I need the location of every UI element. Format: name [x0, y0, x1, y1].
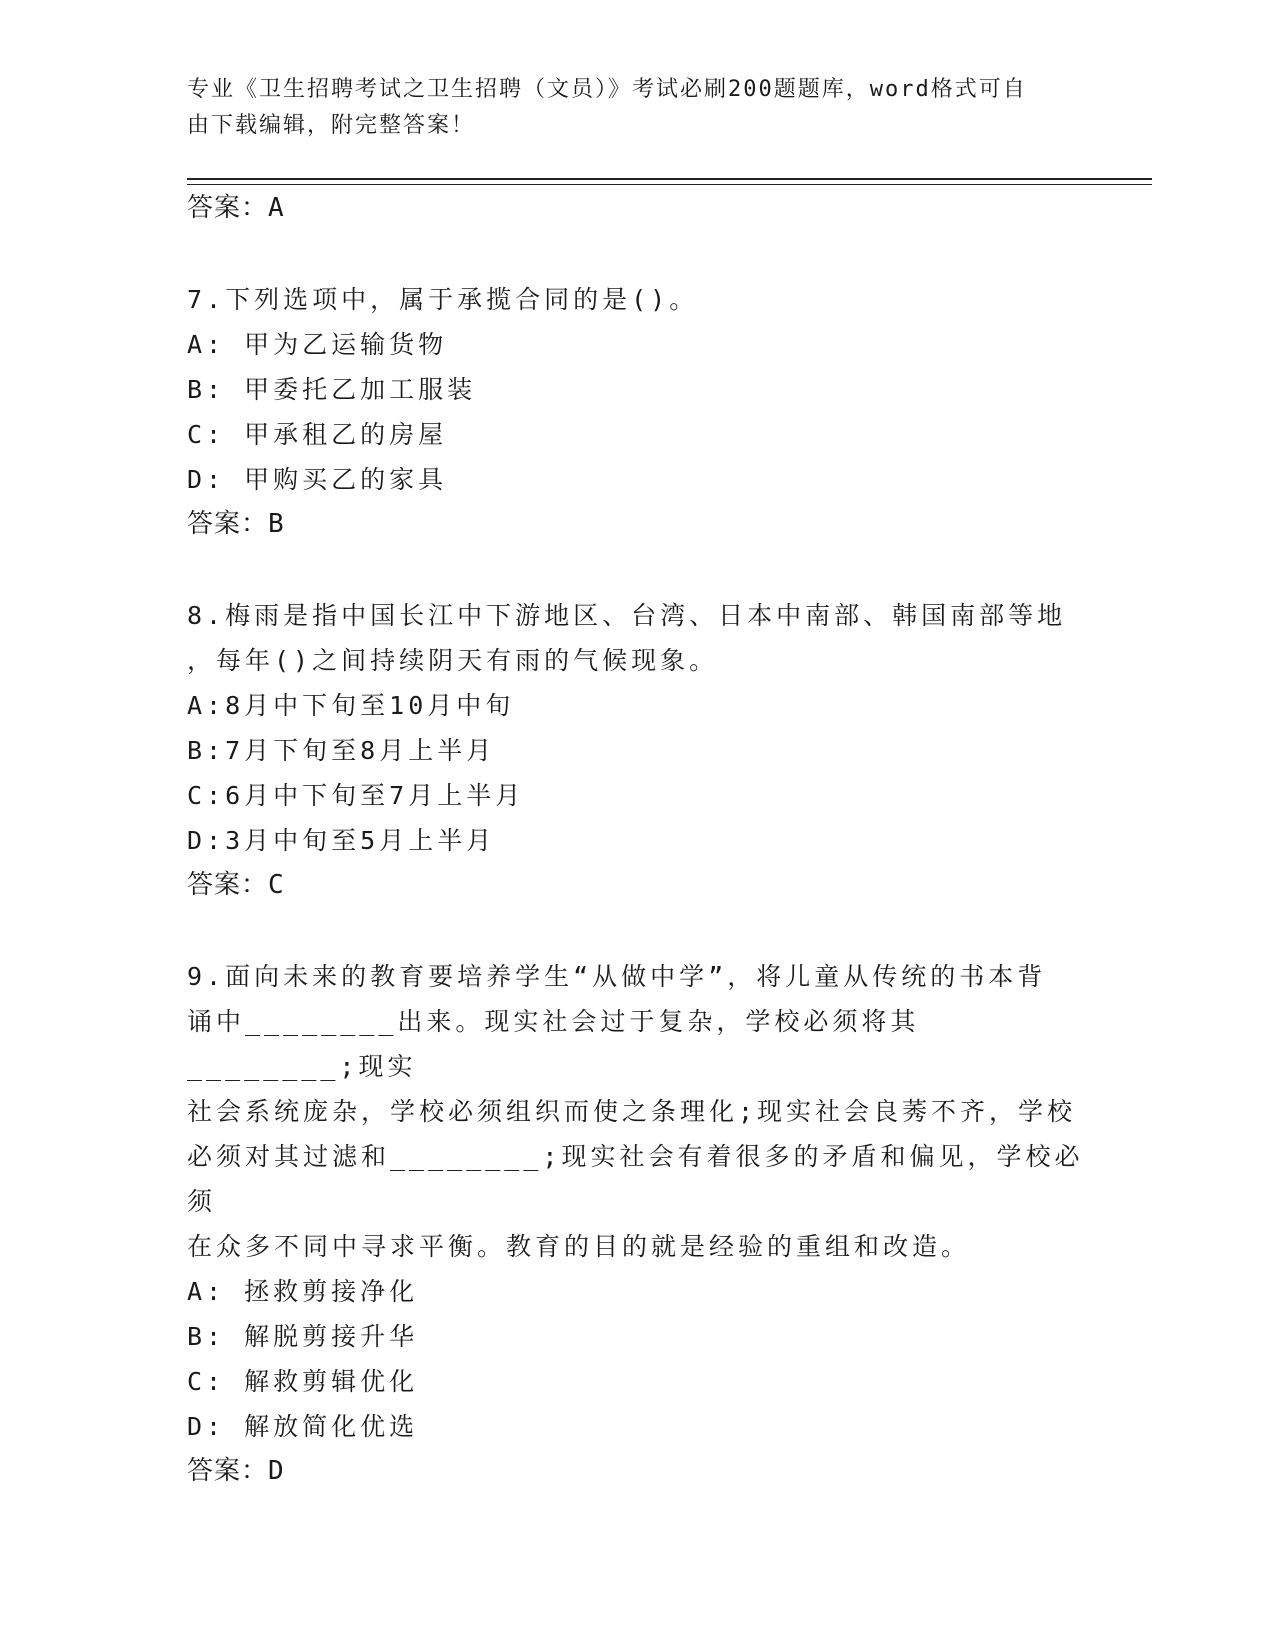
question-9 — [187, 954, 1087, 1494]
option-d — [187, 457, 1087, 502]
header-rule-thick — [187, 178, 1152, 180]
header-rule-thin — [187, 184, 1152, 185]
answer-value: C — [268, 870, 285, 900]
option-letter: B: — [187, 1322, 226, 1351]
option-text: 解救剪辑优化 — [244, 1367, 419, 1396]
option-c — [187, 1359, 1087, 1404]
option-letter: A: — [187, 1277, 226, 1306]
answer-label: 答案： — [187, 193, 269, 223]
answer-label: 答案： — [187, 1456, 269, 1486]
header-line-2: 由下载编辑，附完整答案！ — [187, 113, 476, 138]
option-c — [187, 412, 1087, 457]
option-text: 6月中下旬至7月上半月 — [225, 781, 525, 810]
question-answer — [187, 502, 1087, 547]
option-b — [187, 728, 1087, 773]
header-line-1: 专业《卫生招聘考试之卫生招聘（文员）》考试必刷200题题库，word格式可自 — [187, 77, 1027, 102]
question-answer — [187, 1449, 1087, 1494]
question-text-line: ，每年()之间持续阴天有雨的气候现象。 — [187, 646, 719, 675]
option-text: 甲购买乙的家具 — [244, 465, 448, 494]
option-letter: C: — [187, 1367, 226, 1396]
question-text-line: 必须对其过滤和________;现实社会有着很多的矛盾和偏见，学校必须 — [187, 1142, 1084, 1216]
option-c — [187, 773, 1087, 818]
answer-label: 答案： — [187, 509, 269, 539]
spacer — [187, 231, 1087, 277]
option-letter: C: — [187, 420, 226, 449]
question-text-line: 7.下列选项中，属于承揽合同的是()。 — [187, 285, 699, 314]
option-letter: D: — [187, 1412, 226, 1441]
document-body — [187, 186, 1087, 1494]
option-b — [187, 367, 1087, 412]
option-letter: A: — [187, 691, 226, 720]
option-text: 拯救剪接净化 — [244, 1277, 419, 1306]
option-letter: D: — [187, 826, 226, 855]
option-letter: A: — [187, 330, 226, 359]
question-text-line: 8.梅雨是指中国长江中下游地区、台湾、日本中南部、韩国南部等地 — [187, 601, 1067, 630]
option-text: 甲委托乙加工服装 — [244, 375, 477, 404]
answer-value: B — [268, 509, 285, 539]
option-a — [187, 1269, 1087, 1314]
option-text: 7月下旬至8月上半月 — [225, 736, 496, 765]
option-letter: C: — [187, 781, 226, 810]
question-text-line: 社会系统庞杂，学校必须组织而使之条理化;现实社会良莠不齐，学校 — [187, 1097, 1077, 1126]
spacer — [187, 547, 1087, 593]
answer-value: D — [268, 1456, 285, 1486]
option-text: 解放简化优选 — [244, 1412, 419, 1441]
option-d — [187, 818, 1087, 863]
question-answer — [187, 863, 1087, 908]
answer-value: A — [268, 193, 285, 223]
question-text-line: 9.面向未来的教育要培养学生“从做中学”，将儿童从传统的书本背 — [187, 962, 1047, 991]
option-letter: B: — [187, 375, 226, 404]
option-a — [187, 683, 1087, 728]
answer-label: 答案： — [187, 870, 269, 900]
option-d — [187, 1404, 1087, 1449]
question-7 — [187, 277, 1087, 547]
option-letter: D: — [187, 465, 226, 494]
question-8 — [187, 593, 1087, 908]
document-header — [187, 72, 1067, 144]
option-text: 甲承租乙的房屋 — [244, 420, 448, 449]
question-text-line: 诵中________出来。现实社会过于复杂，学校必须将其________;现实 — [187, 1007, 920, 1081]
question-text-line: 在众多不同中寻求平衡。教育的目的就是经验的重组和改造。 — [187, 1232, 971, 1261]
option-text: 3月中旬至5月上半月 — [225, 826, 496, 855]
spacer — [187, 908, 1087, 954]
option-text: 解脱剪接升华 — [244, 1322, 419, 1351]
option-letter: B: — [187, 736, 226, 765]
option-b — [187, 1314, 1087, 1359]
option-a — [187, 322, 1087, 367]
option-text: 甲为乙运输货物 — [244, 330, 448, 359]
option-text: 8月中下旬至10月中旬 — [225, 691, 515, 720]
previous-answer — [187, 186, 1087, 231]
